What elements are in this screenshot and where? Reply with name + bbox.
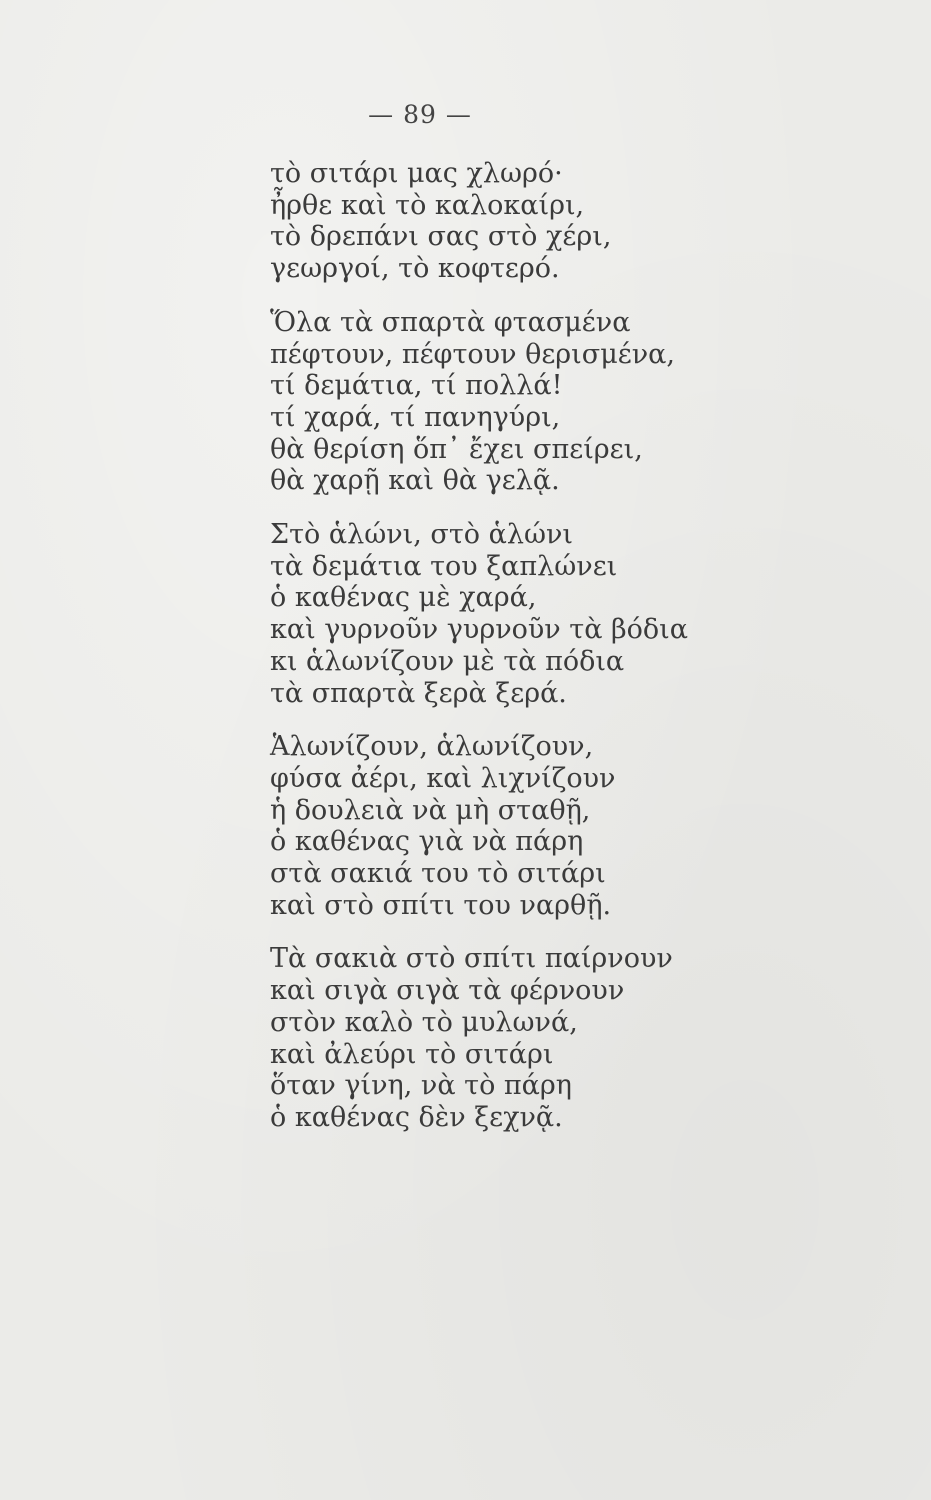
- poem-line: γεωργοί, τὸ κοφτερό.: [270, 253, 560, 285]
- poem-line: Στὸ ἁλώνι, στὸ ἁλώνι: [270, 519, 573, 551]
- poem-line: τί δεμάτια, τί πολλά!: [270, 370, 563, 402]
- poem-line: Ἁλωνίζουν, ἁλωνίζουν,: [270, 731, 594, 763]
- stanza-4: [270, 731, 830, 921]
- poem-line: στὰ σακιά του τὸ σιτάρι: [270, 858, 606, 890]
- page-number: — 89 —: [368, 100, 472, 129]
- poem-line: καὶ γυρνοῦν γυρνοῦν τὰ βόδια: [270, 614, 688, 646]
- poem-line: τὸ δρεπάνι σας στὸ χέρι,: [270, 221, 612, 253]
- stanza-3: [270, 519, 830, 709]
- poem-line: Τὰ σακιὰ στὸ σπίτι παίρνουν: [270, 943, 673, 975]
- poem: [270, 158, 830, 1156]
- poem-line: θὰ χαρῇ καὶ θὰ γελᾷ.: [270, 465, 560, 497]
- poem-line: θὰ θερίση ὅπ᾽ ἔχει σπείρει,: [270, 433, 643, 465]
- stanza-1: [270, 158, 830, 285]
- poem-line: ἦρθε καὶ τὸ καλοκαίρι,: [270, 189, 585, 221]
- poem-line: καὶ σιγὰ σιγὰ τὰ φέρνουν: [270, 975, 625, 1007]
- poem-line: καὶ στὸ σπίτι του ναρθῇ.: [270, 889, 612, 921]
- poem-line: τὰ σπαρτὰ ξερὰ ξερά.: [270, 677, 567, 709]
- poem-line: ἡ δουλειὰ νὰ μὴ σταθῇ,: [270, 794, 591, 826]
- poem-line: Ὅλα τὰ σπαρτὰ φτασμένα: [270, 306, 631, 338]
- poem-line: πέφτουν, πέφτουν θερισμένα,: [270, 338, 675, 370]
- poem-line: στὸν καλὸ τὸ μυλωνά,: [270, 1006, 578, 1038]
- poem-line: ὁ καθένας μὲ χαρά,: [270, 582, 537, 614]
- poem-line: τὸ σιτάρι μας χλωρό·: [270, 158, 563, 189]
- poem-line: φύσα ἀέρι, καὶ λιχνίζουν: [270, 762, 616, 794]
- poem-line: ὁ καθένας γιὰ νὰ πάρη: [270, 826, 584, 858]
- poem-line: ὁ καθένας δὲν ξεχνᾷ.: [270, 1101, 563, 1133]
- poem-line: ὅταν γίνη, νὰ τὸ πάρη: [270, 1070, 572, 1102]
- stanza-5: [270, 943, 830, 1133]
- poem-line: τὰ δεμάτια του ξαπλώνει: [270, 550, 618, 582]
- stanza-2: [270, 307, 830, 497]
- poem-line: τί χαρά, τί πανηγύρι,: [270, 401, 561, 433]
- poem-line: κι ἁλωνίζουν μὲ τὰ πόδια: [270, 645, 625, 677]
- poem-line: καὶ ἀλεύρι τὸ σιτάρι: [270, 1038, 554, 1070]
